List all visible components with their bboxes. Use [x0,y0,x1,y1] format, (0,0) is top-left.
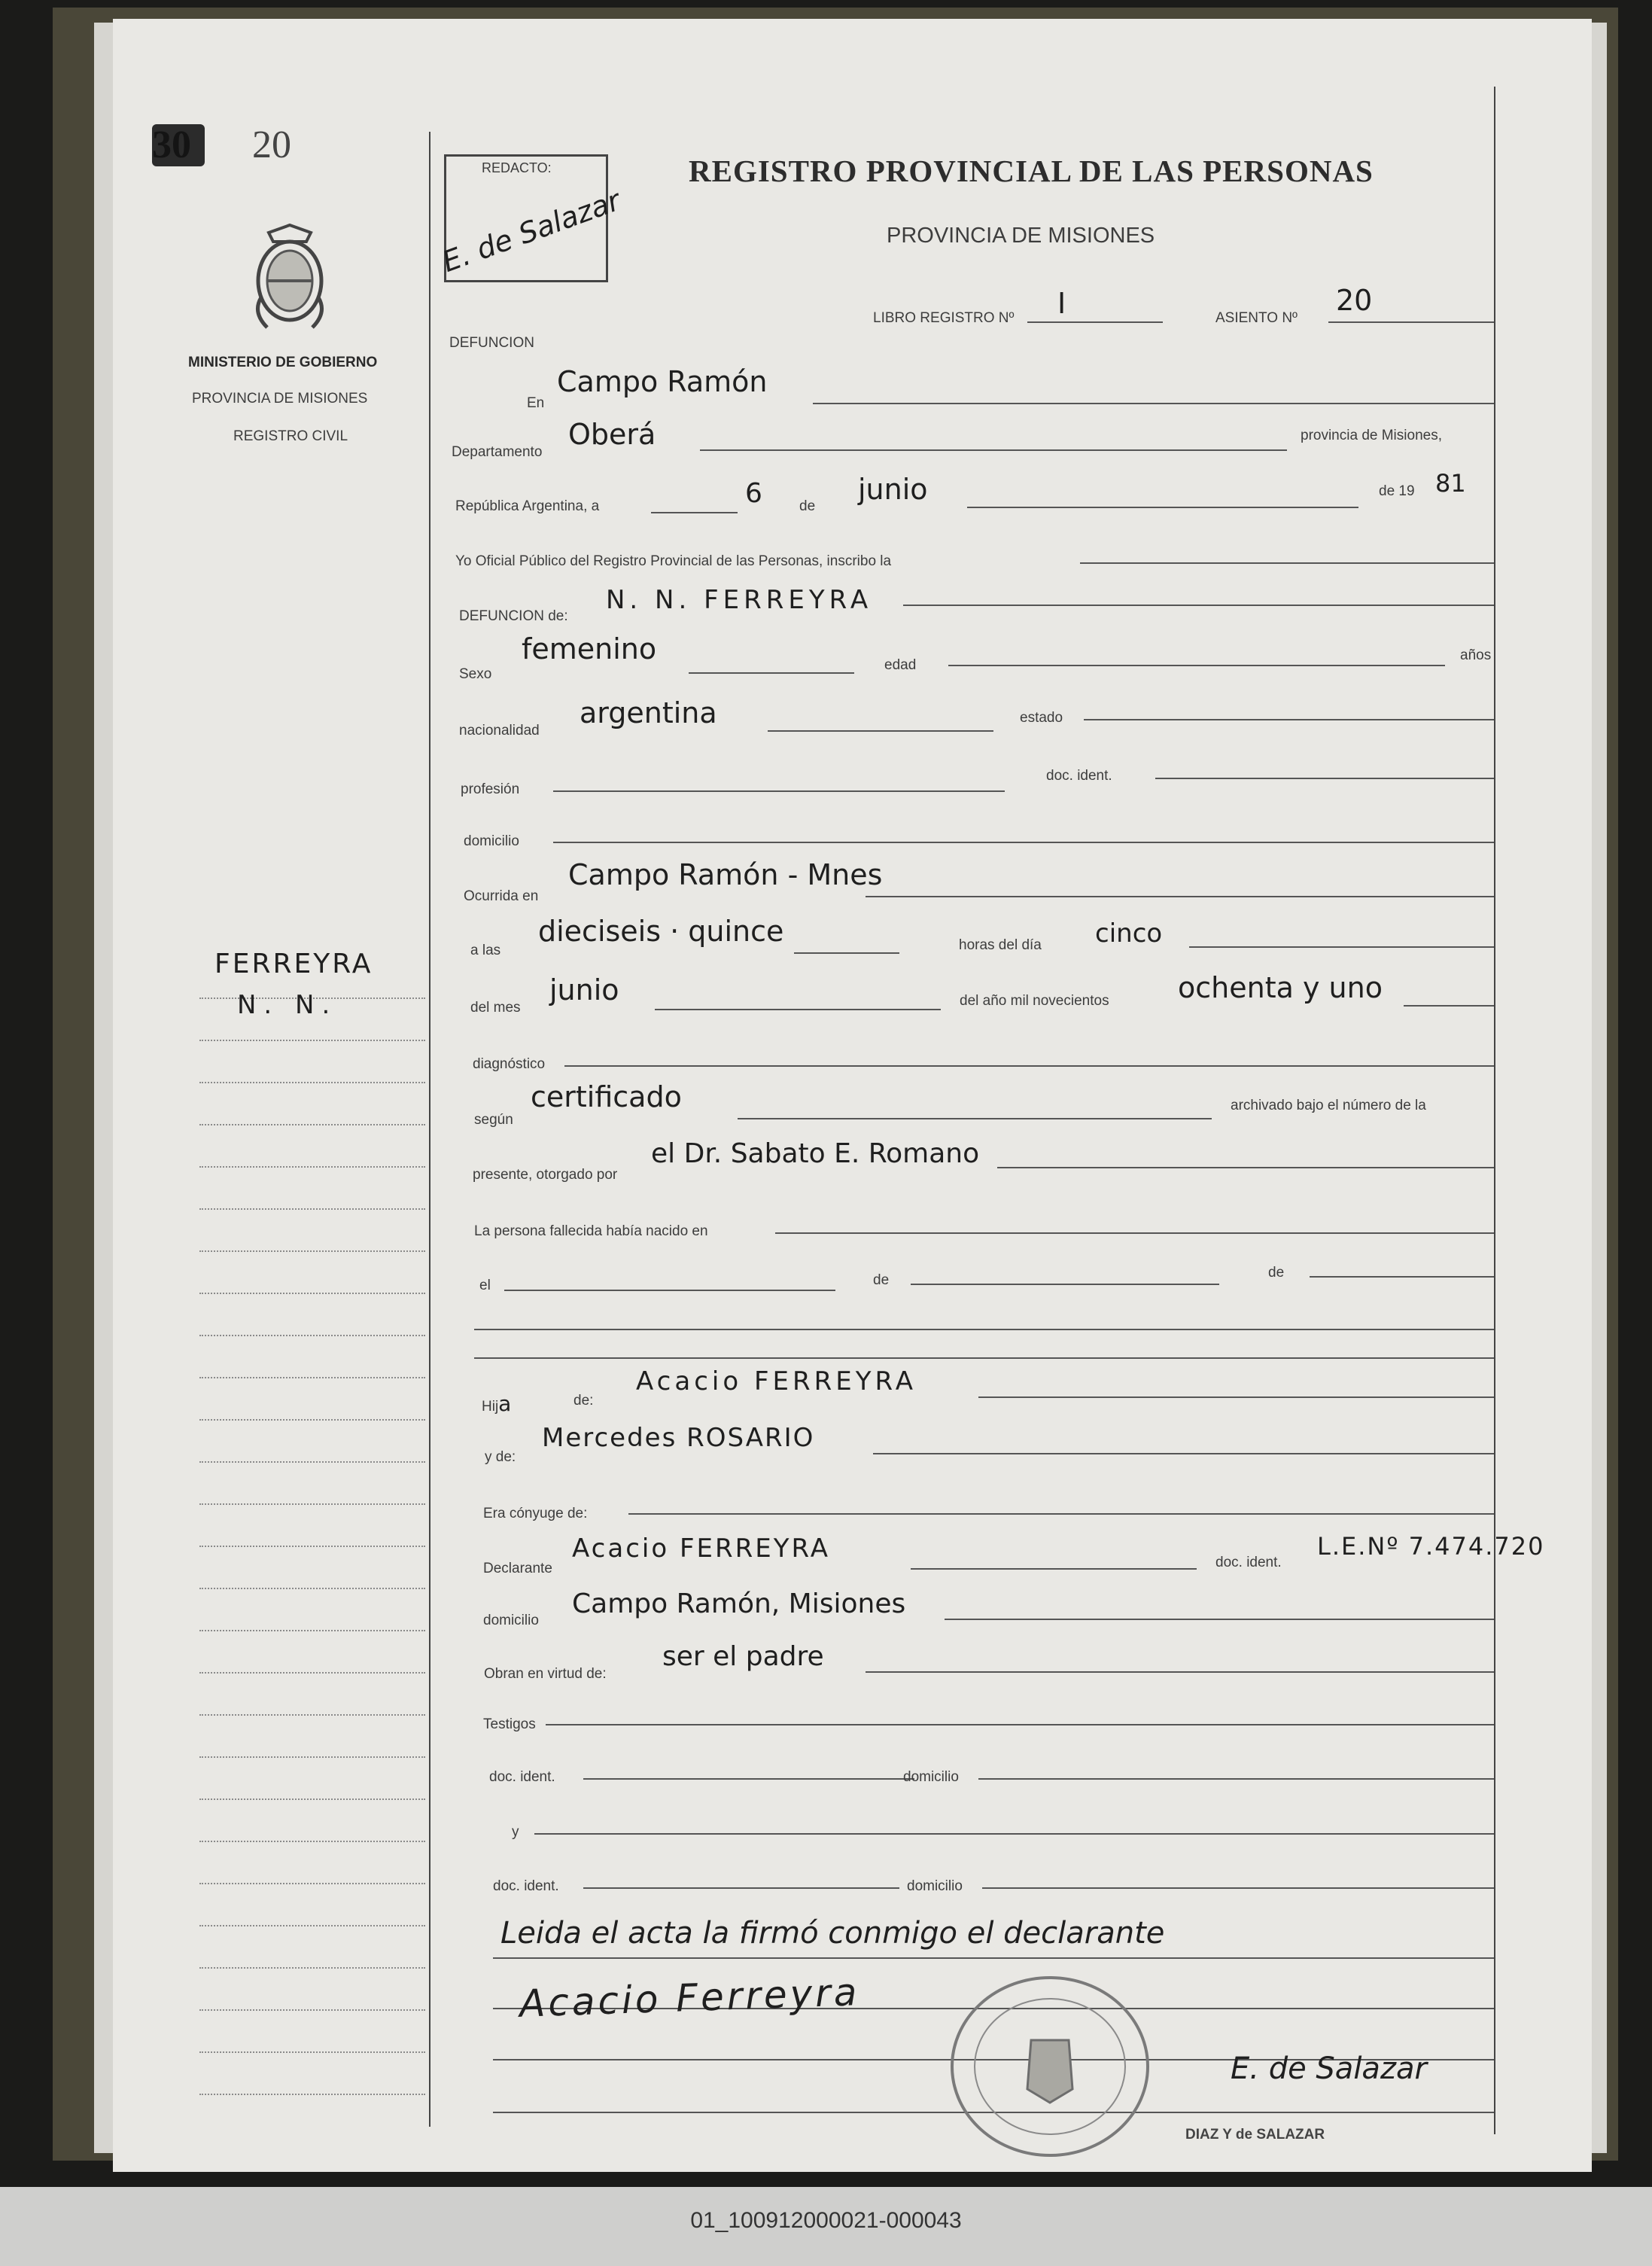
diagnostico-label: diagnóstico [473,1056,546,1072]
margin-given-name: N. N. [237,990,338,1020]
margin-ruled-line [199,1419,425,1421]
margin-ruled-line [199,1124,425,1125]
declarante-label: Declarante [483,1561,552,1576]
margin-ruled-line [199,1630,425,1631]
hija-value: Acacio FERREYRA [636,1366,917,1396]
margin-ruled-line [199,1588,425,1589]
officer-signature: E. de Salazar [1231,2051,1427,2086]
obran-label: Obran en virtud de: [484,1666,607,1682]
libro-label: LIBRO REGISTRO Nº [873,310,1015,326]
margin-ruled-line [199,1714,425,1716]
margin-ruled-line [199,2009,425,2011]
margin-ruled-line [199,1335,425,1336]
margin-ruled-line [199,1293,425,1294]
defuncion-de-value: N. N. FERREYRA [606,585,873,615]
margin-ruled-line [199,1503,425,1505]
anio-mil-value: ochenta y uno [1178,971,1383,1004]
provincia-suffix: provincia de Misiones, [1301,428,1442,443]
declarante-domicilio-label: domicilio [483,1613,539,1628]
testigos-label: Testigos [483,1716,536,1732]
margin-ruled-line [199,1967,425,1969]
oficial-text: Yo Oficial Público del Registro Provincial de las Personas, inscribo la [455,553,892,569]
profesion-label: profesión [461,781,520,797]
a-las-value: dieciseis · quince [538,915,784,948]
record-type-label: DEFUNCION [449,335,534,351]
y-label: y [512,1824,519,1840]
obran-value: ser el padre [662,1641,824,1672]
anio-value: 81 [1435,469,1466,498]
testigo2-doc-label: doc. ident. [493,1878,559,1894]
de-label: de [799,498,816,514]
segun-label: según [474,1112,513,1128]
ocurrida-value: Campo Ramón - Mnes [568,858,883,891]
hija-de-label: de: [573,1393,594,1409]
margin-ruled-line [199,1208,425,1210]
margin-ruled-line [199,1672,425,1674]
image-caption: 01_100912000021-000043 [690,2208,962,2233]
en-value: Campo Ramón [557,365,768,398]
asiento-value: 20 [1336,284,1373,317]
margin-ruled-line [199,1883,425,1884]
segun-value: certificado [531,1080,682,1113]
departamento-value: Oberá [568,418,656,451]
testigo1-domicilio-label: domicilio [903,1769,959,1785]
declarant-signature: Acacio Ferreyra [519,1970,861,2026]
province-label: PROVINCIA DE MISIONES [192,391,368,407]
en-label: En [527,395,545,411]
image-caption-bar [0,2187,1652,2266]
anio-mil-label: del año mil novecientos [960,993,1109,1009]
asiento-label: ASIENTO Nº [1215,310,1298,326]
struck-folio-number: 30 [152,123,191,166]
anio-prefix: de 19 [1379,483,1415,499]
sexo-value: femenino [522,632,657,665]
domicilio-label: domicilio [464,833,519,849]
de2-label: de [1268,1265,1285,1281]
margin-ruled-line [199,1546,425,1547]
margin-ruled-line [199,1461,425,1463]
margin-ruled-line [199,1841,425,1842]
official-seal-icon [941,1969,1159,2164]
declarante-value: Acacio FERREYRA [572,1534,830,1564]
office-label: REGISTRO CIVIL [233,428,348,444]
de1-label: de [873,1272,890,1288]
margin-line [429,132,430,2127]
page-subtitle: PROVINCIA DE MISIONES [887,224,1155,248]
coat-of-arms-icon [245,222,335,335]
margin-ruled-line [199,1082,425,1083]
margin-ruled-line [199,1040,425,1041]
departamento-label: Departamento [452,444,543,460]
nacionalidad-value: argentina [580,696,717,729]
page-title: REGISTRO PROVINCIAL DE LAS PERSONAS [689,154,1374,188]
ocurrida-label: Ocurrida en [464,888,539,904]
margin-ruled-line [199,2051,425,2053]
a-las-label: a las [470,943,501,958]
testigo1-doc-label: doc. ident. [489,1769,555,1785]
nacido-label: La persona fallecida había nacido en [474,1223,708,1239]
anios-label: años [1460,647,1492,663]
y-de-label: y de: [485,1449,516,1465]
horas-label: horas del día [959,937,1042,953]
dia-value: 6 [745,478,762,509]
edad-label: edad [884,657,917,673]
presente-label: presente, otorgado por [473,1167,618,1183]
declarante-doc-value: L.E.Nº 7.474.720 [1317,1532,1545,1561]
margin-ruled-line [199,1377,425,1378]
nacionalidad-label: nacionalidad [459,723,540,739]
defuncion-de-label: DEFUNCION de: [459,608,568,624]
del-mes-label: del mes [470,1000,521,1016]
declarante-doc-label: doc. ident. [1215,1555,1282,1570]
republica-label: República Argentina, a [455,498,600,514]
redacto-signature: E. de Salazar [437,183,625,279]
testigo2-domicilio-label: domicilio [907,1878,963,1894]
margin-ruled-line [199,1166,425,1168]
y-de-value: Mercedes ROSARIO [542,1423,815,1453]
margin-ruled-line [199,2094,425,2095]
closing-statement: Leida el acta la firmó conmigo el declarante [500,1916,1165,1951]
conyuge-label: Era cónyuge de: [483,1506,588,1521]
del-mes-value: junio [549,973,619,1007]
margin-ruled-line [199,1756,425,1758]
margin-ruled-line [199,1798,425,1800]
ministry-label: MINISTERIO DE GOBIERNO [188,355,378,370]
folio-number: 20 [252,123,291,166]
margin-ruled-line [199,1925,425,1926]
sexo-label: Sexo [459,666,492,682]
archivado-label: archivado bajo el número de la [1231,1098,1426,1113]
right-border-line [1494,87,1495,2134]
register-page [113,19,1592,2172]
mes-value: junio [858,473,928,506]
presente-value: el Dr. Sabato E. Romano [651,1138,980,1169]
margin-surname: FERREYRA [214,949,373,979]
horas-value: cinco [1095,918,1163,949]
margin-ruled-line [199,1250,425,1252]
declarante-domicilio-value: Campo Ramón, Misiones [572,1588,906,1619]
el-label: el [479,1278,491,1293]
estado-label: estado [1020,710,1063,726]
doc-ident-label: doc. ident. [1046,768,1112,784]
libro-value: I [1057,287,1066,320]
redacto-label: REDACTO: [482,160,552,175]
stamp-text: DIAZ Y de SALAZAR [1185,2127,1325,2143]
hija-label: Hija [482,1391,512,1416]
